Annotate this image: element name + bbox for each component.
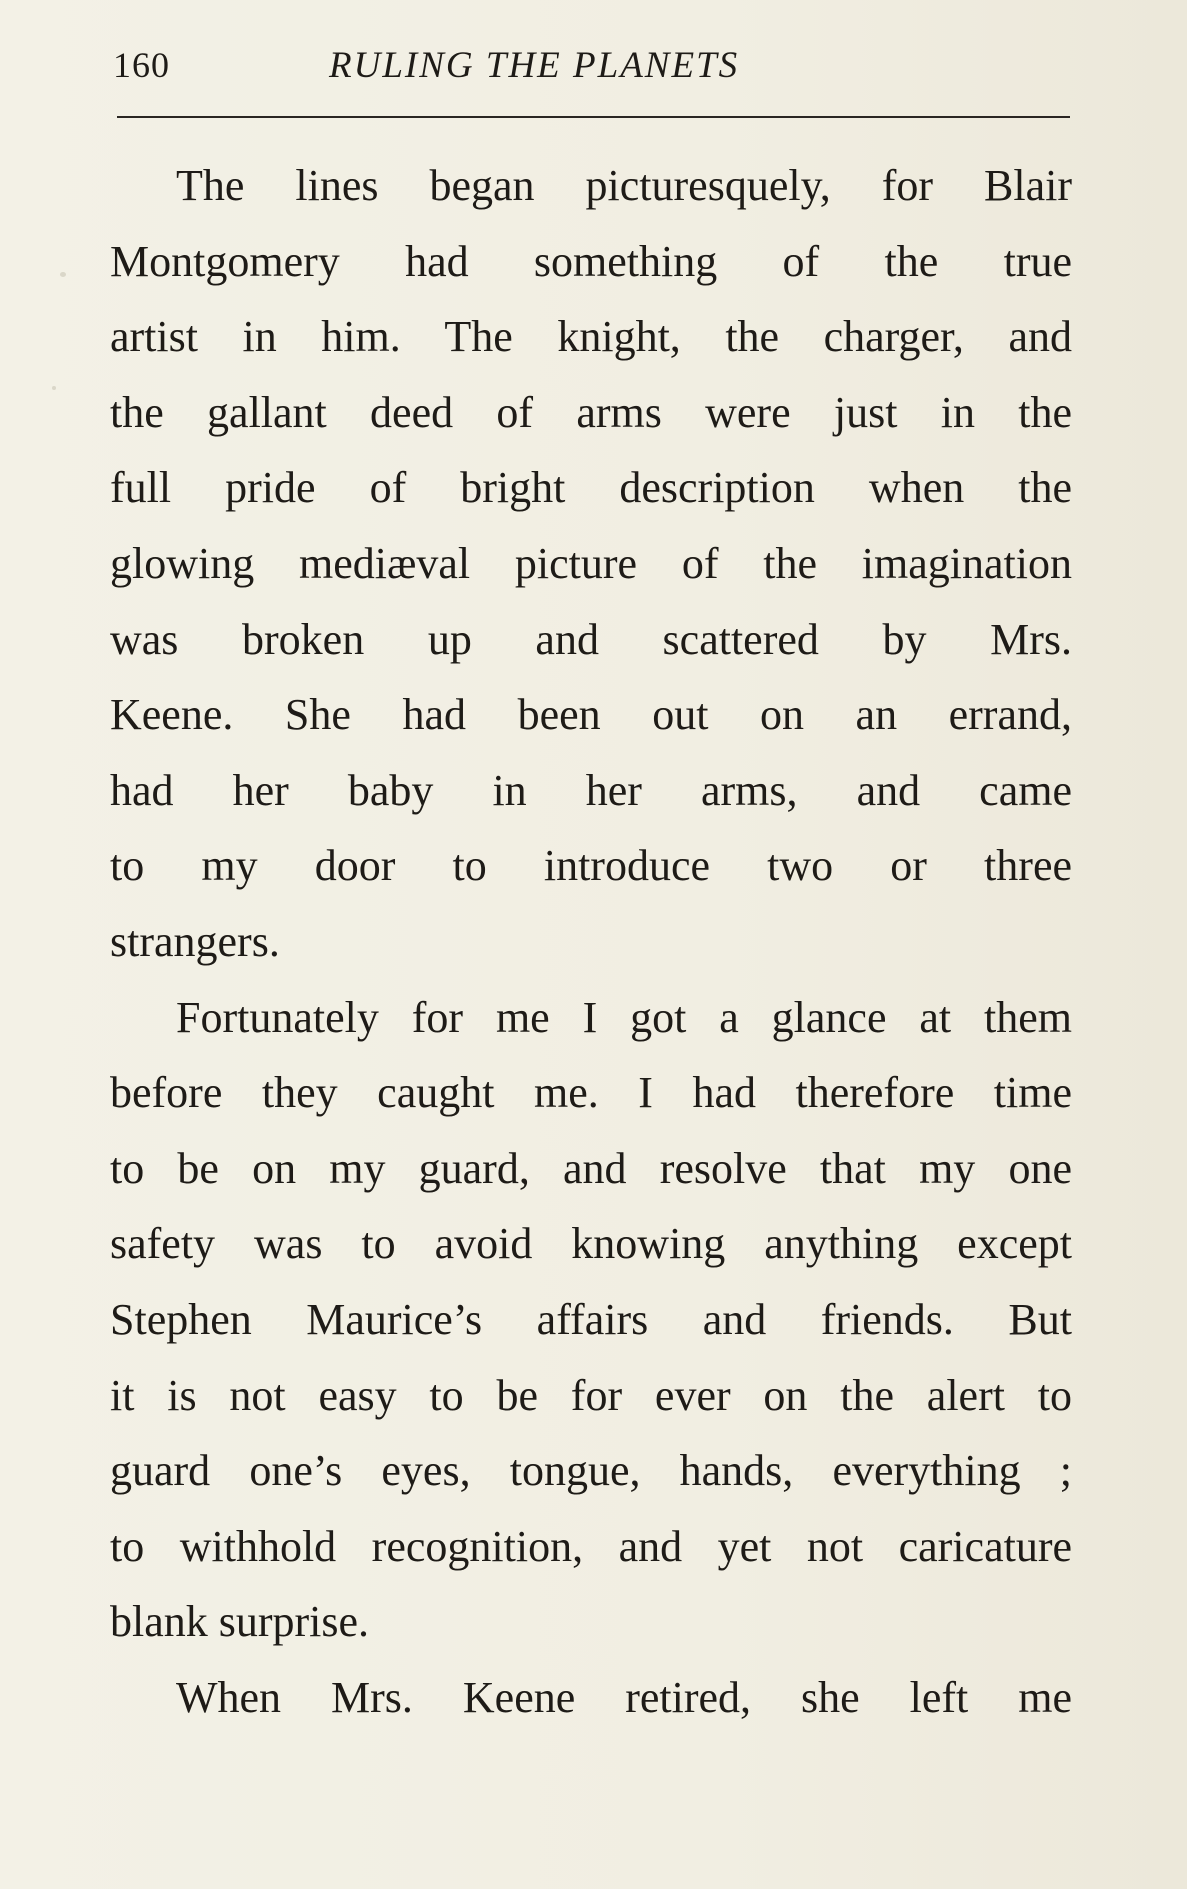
text-line: the gallant deed of arms were just in the	[110, 387, 1072, 437]
text-line: it is not easy to be for ever on the alert to	[110, 1370, 1072, 1420]
text-line: to withhold recognition, and yet not caricature	[110, 1521, 1072, 1571]
text-line: was broken up and scattered by Mrs.	[110, 614, 1072, 664]
text-line: had her baby in her arms, and came	[110, 765, 1072, 815]
header-rule	[117, 116, 1070, 118]
text-line: When Mrs. Keene retired, she left me	[176, 1672, 1072, 1722]
body-text	[110, 148, 1072, 1735]
text-line: safety was to avoid knowing anything except	[110, 1219, 1072, 1269]
text-line: Montgomery had something of the true	[110, 236, 1072, 286]
text-line: artist in him. The knight, the charger, and	[110, 312, 1072, 362]
text-line: blank surprise.	[110, 1597, 370, 1647]
running-head	[113, 40, 1071, 92]
text-line: full pride of bright description when the	[110, 463, 1072, 513]
text-line: to my door to introduce two or three	[110, 841, 1072, 891]
text-line: guard one’s eyes, tongue, hands, everything ;	[110, 1446, 1072, 1496]
text-line: to be on my guard, and resolve that my one	[110, 1143, 1072, 1193]
text-line: Fortunately for me I got a glance at them	[176, 992, 1072, 1042]
text-line: glowing mediæval picture of the imagination	[110, 538, 1072, 588]
text-line: The lines began picturesquely, for Blair	[176, 161, 1072, 210]
text-line: Stephen Maurice’s affairs and friends. But	[110, 1294, 1072, 1344]
paper-speck	[60, 272, 66, 277]
page-number: 160	[113, 45, 170, 85]
text-line: Keene. She had been out on an errand,	[110, 690, 1072, 740]
paper-speck	[52, 386, 56, 390]
running-title: RULING THE PLANETS	[329, 45, 740, 86]
text-line: strangers.	[110, 916, 280, 966]
text-line: before they caught me. I had therefore time	[110, 1068, 1072, 1118]
